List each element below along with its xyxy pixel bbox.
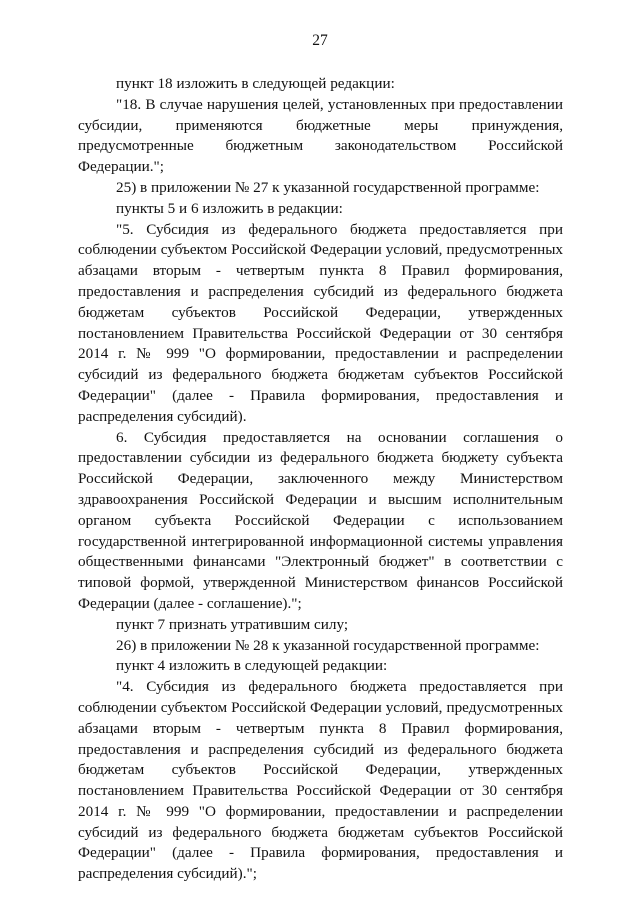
- paragraph-item-4-text: "4. Субсидия из федерального бюджета предоставляется при соблюдении субъектом Российской Федерации условий, предусмотренных абзацами вторым - четвертым пункта 8 Правил формирования, предоставления и распределения субсидий из федерального бюджета бюджетам субъектов Российской Федерации, утвержденных постановлением Правительства Российской Федерации от 30 сентября 2014 г. № 999 "О формировании, предоставлении и распределении субсидий из федерального бюджета бюджетам субъектов Российской Федерации" (далее - Правила формирования, предоставления и распределения субсидий).";: [78, 678, 563, 883]
- paragraph-amendment-26: 26) в приложении № 28 к указанной государственной программе:: [116, 636, 540, 654]
- paragraph-item-5-text: "5. Субсидия из федерального бюджета предоставляется при соблюдении субъектом Российской Федерации условий, предусмотренных абзацами вторым - четвертым пункта 8 Правил формирования, предоставления и распределения субсидий из федерального бюджета бюджетам субъектов Российской Федерации, утвержденных постановлением Правительства Российской Федерации от 30 сентября 2014 г. № 999 "О формировании, предоставлении и распределении субсидий из федерального бюджета бюджетам субъектов Российской Федерации" (далее - Правила формирования, предоставления и распределения субсидий).: [78, 220, 563, 425]
- paragraph-item-7-repeal: пункт 7 признать утратившим силу;: [116, 615, 349, 633]
- paragraph-item-18-text: "18. В случае нарушения целей, установленных при предоставлении субсидии, применяются бюджетные меры принуждения, предусмотренные бюджетным законодательством Российской Федерации.";: [78, 95, 563, 176]
- paragraph-items-5-6-intro: пункты 5 и 6 изложить в редакции:: [116, 199, 343, 217]
- page-number: 27: [312, 32, 328, 49]
- paragraph-item-4-intro: пункт 4 изложить в следующей редакции:: [116, 657, 388, 675]
- paragraph-item-6-text: 6. Субсидия предоставляется на основании соглашения о предоставлении субсидии из федерального бюджета бюджету субъекта Российской Федерации, заключенного между Министерством здравоохранения Российской Федерации и высшим исполнительным органом субъекта Российской Федерации с использованием государственной интегрированной информационной системы управления общественными финансами "Электронный бюджет" в соответствии с типовой формой, утвержденной Министерством финансов Российской Федерации (далее - соглашение).";: [78, 428, 563, 612]
- document-body: [78, 74, 563, 885]
- paragraph-item-18-intro: пункт 18 изложить в следующей редакции:: [116, 75, 395, 92]
- paragraph-amendment-25: 25) в приложении № 27 к указанной государственной программе:: [116, 178, 540, 196]
